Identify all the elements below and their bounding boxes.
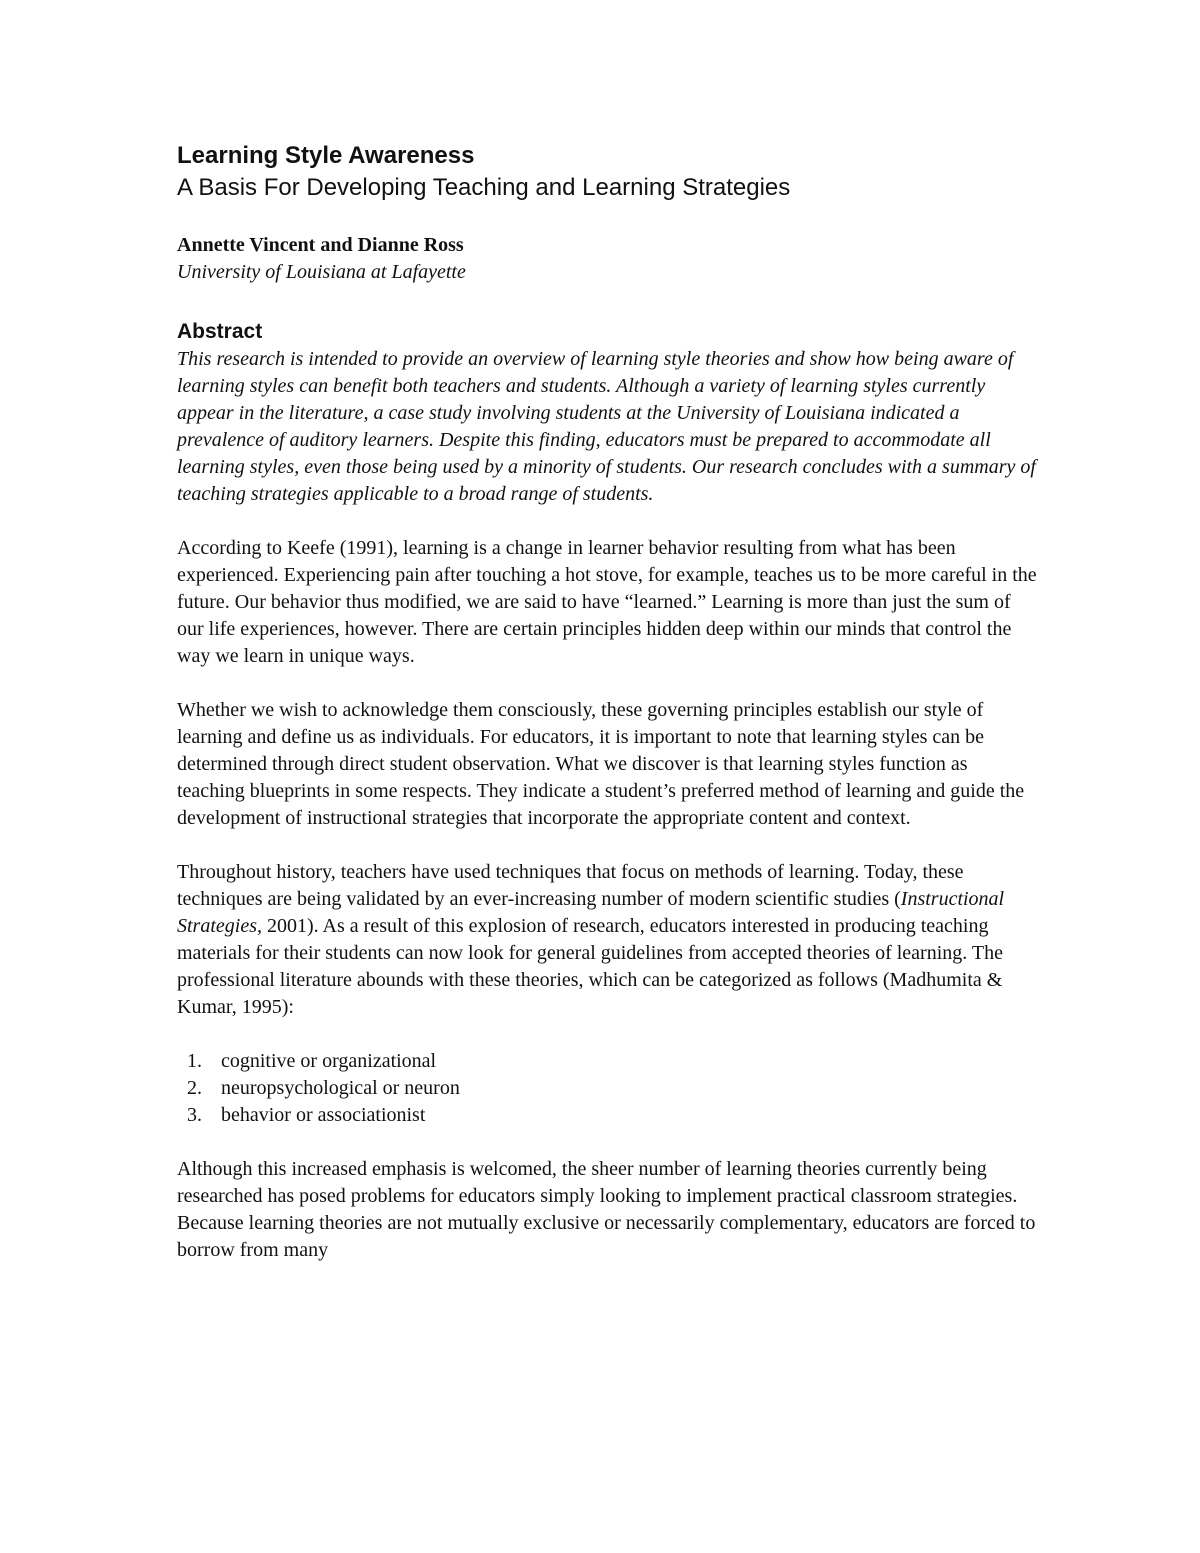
paper-title: Learning Style Awareness: [177, 142, 475, 169]
body-paragraph-3: [177, 859, 1037, 1021]
list-item-text: behavior or associationist: [221, 1104, 426, 1126]
body-paragraph-2: Whether we wish to acknowledge them consciously, these governing principles establish our style of learning and define us as individuals. For educators, it is important to note that learning styles can be determined through direct student observation. What we discover is that learning styles function as teaching blueprints in some respects. They indicate a student’s preferred method of learning and guide the development of instructional strategies that incorporate the appropriate content and context.: [177, 699, 1025, 829]
body-paragraph-4: Although this increased emphasis is welcomed, the sheer number of learning theories currently being researched has posed problems for educators simply looking to implement practical classroom strategies. Because learning theories are not mutually exclusive or necessarily complementary, educators are forced to borrow from many: [177, 1158, 1036, 1261]
citation-instructional-strategies: Instructional Strategies,: [177, 888, 1005, 937]
learning-theory-list: [177, 1048, 1037, 1129]
author-names: Annette Vincent and Dianne Ross: [177, 234, 464, 256]
document-page: [177, 140, 1037, 1264]
list-item-number: 2.: [187, 1077, 202, 1099]
list-item-number: 1.: [187, 1050, 202, 1072]
list-item-text: cognitive or organizational: [221, 1050, 437, 1072]
paper-subtitle: A Basis For Developing Teaching and Learning Strategies: [177, 174, 791, 201]
body-paragraph-1: According to Keefe (1991), learning is a change in learner behavior resulting from what has been experienced. Experiencing pain after touching a hot stove, for example, teaches us to be more careful in the future. Our behavior thus modified, we are said to have “learned.” Learning is more than just the sum of our life experiences, however. There are certain principles hidden deep within our minds that control the way we learn in unique ways.: [177, 537, 1037, 667]
paragraph-3-end: 2001). As a result of this explosion of research, educators interested in producing teaching materials for their students can now look for general guidelines from accepted theories of learning. The professional literature abounds with these theories, which can be categorized as follows (Madhumita & Kumar, 1995):: [177, 915, 1004, 1018]
list-item: [177, 1102, 1037, 1129]
list-item-text: neuropsychological or neuron: [221, 1077, 460, 1099]
list-item: [177, 1048, 1037, 1075]
author-affiliation: University of Louisiana at Lafayette: [177, 261, 466, 283]
abstract-text: This research is intended to provide an overview of learning style theories and show how being aware of learning styles can benefit both teachers and students. Although a variety of learning styles currently appear in the literature, a case study involving students at the University of Louisiana indicated a prevalence of auditory learners. Despite this finding, educators must be prepared to accommodate all learning styles, even those being used by a minority of students. Our research concludes with a summary of teaching strategies applicable to a broad range of students.: [177, 348, 1036, 505]
paragraph-3-start: Throughout history, teachers have used techniques that focus on methods of learning. Today, these techniques are being validated by an ever-increasing number of modern scientific studies (: [177, 861, 964, 910]
list-item-number: 3.: [187, 1104, 202, 1126]
abstract-heading: Abstract: [177, 320, 263, 343]
list-item: [177, 1075, 1037, 1102]
